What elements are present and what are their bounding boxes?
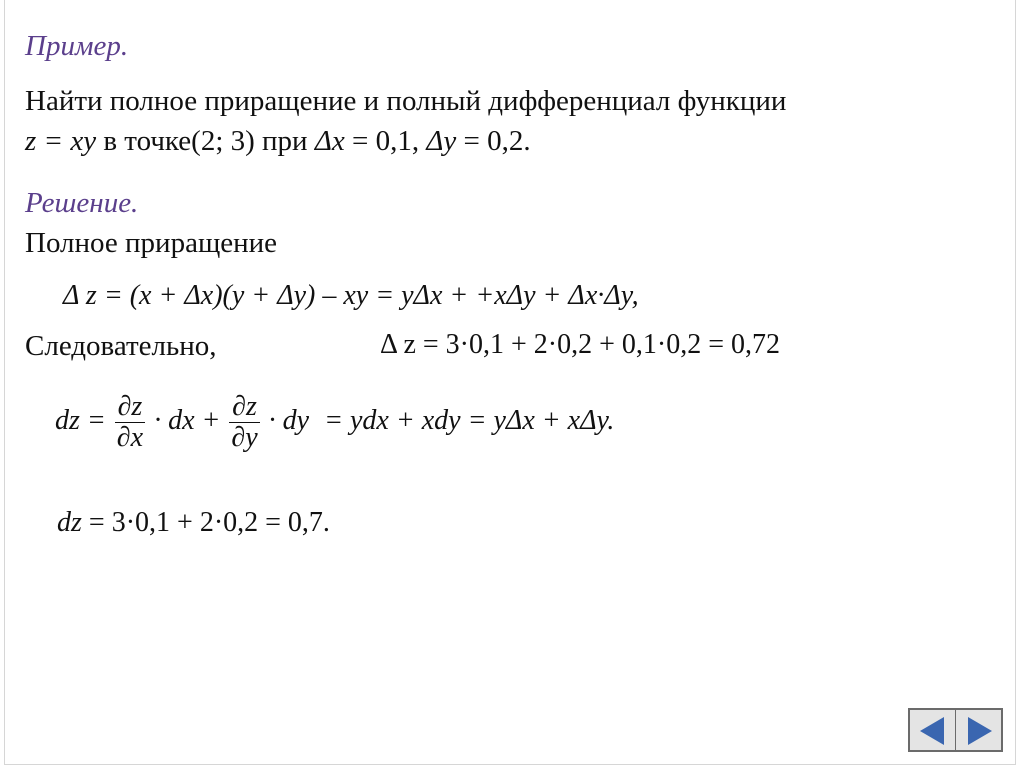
triangle-left-icon (920, 717, 944, 745)
function-expression: z = xy (25, 125, 97, 157)
fraction-2-numerator: ∂z (229, 392, 259, 423)
differential-numeric (57, 507, 330, 539)
consequently-label: Следовательно, (25, 330, 217, 362)
differential-rhs: = ydx + xdy = yΔx + xΔy. (324, 404, 615, 436)
point-text: в точке(2; 3) при (96, 125, 315, 157)
differential-lhs: dz = (55, 404, 106, 436)
next-slide-button[interactable] (955, 708, 1003, 752)
differential-numeric-rhs: = 3·0,1 + 2·0,2 = 0,7. (81, 507, 330, 538)
delta-x-value: = 0,1, (344, 125, 427, 157)
increment-numeric: Δ z = 3·0,1 + 2·0,2 + 0,1·0,2 = 0,72 (380, 329, 781, 360)
partial-z-partial-y-fraction (229, 392, 259, 453)
delta-y: Δy (426, 125, 457, 157)
previous-slide-button[interactable] (908, 708, 956, 752)
fraction-1-numerator: ∂z (115, 392, 145, 423)
example-heading: Пример. (25, 30, 129, 62)
differential-numeric-lhs: dz (57, 507, 82, 538)
partial-z-partial-x-fraction (115, 392, 145, 453)
delta-y-value: = 0,2. (456, 125, 531, 157)
differential-term-2: · dy (268, 404, 310, 436)
differential-formula (55, 392, 614, 453)
triangle-right-icon (968, 717, 992, 745)
fraction-2-denominator: ∂y (231, 422, 258, 453)
delta-x: Δx (314, 125, 345, 157)
increment-formula: Δ z = (x + Δx)(y + Δy) – xy = yΔx + +xΔy + Δx·Δy, (63, 280, 639, 311)
solution-heading: Решение. (25, 187, 139, 219)
slide (4, 0, 1016, 765)
problem-line-1: Найти полное приращение и полный дифференциал функции (25, 85, 787, 117)
fraction-1-denominator: ∂x (116, 422, 144, 453)
differential-term-1: · dx + (154, 404, 221, 436)
full-increment-label: Полное приращение (25, 227, 278, 259)
problem-line-2 (25, 125, 531, 158)
